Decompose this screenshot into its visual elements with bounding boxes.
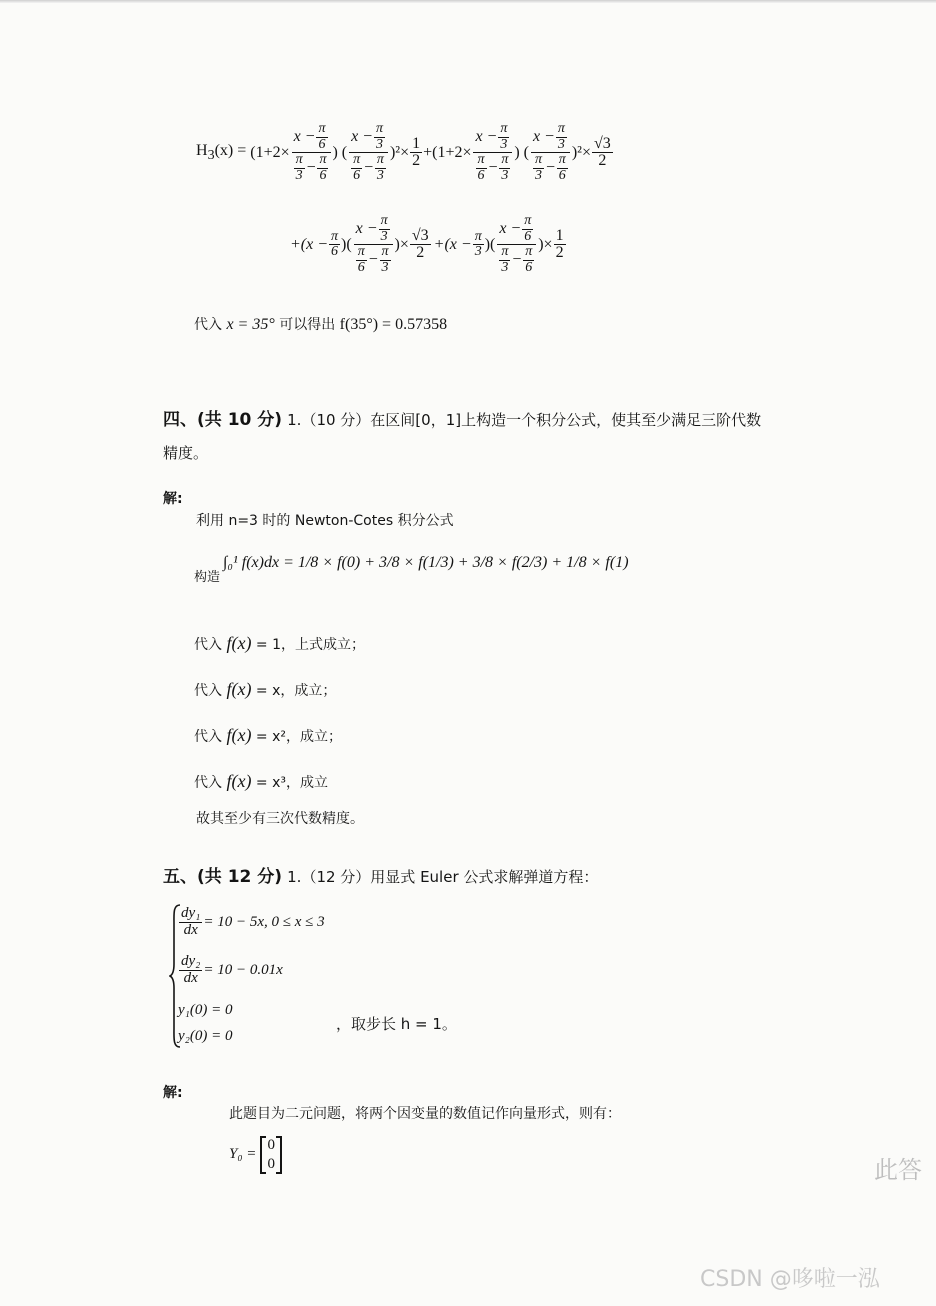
fraction: x − $\frac{\pi}{3}$ $\frac{\pi}{6}$ − $\frac{\pi}{3}$ (473, 122, 514, 184)
fraction: $\frac{\pi}{6}$ (331, 228, 339, 260)
q5-equation-1: $\frac{\text{dy₁}}{dx}$ = 10 − 5x, 0 ≤ x ≤ 3 (181, 905, 325, 938)
substitute-result-line: 代入 x = 35° 可以得出 f(35°) = 0.57358 (194, 316, 448, 333)
q5-equation-2: $\frac{\text{dy₂}}{dx}$ = 10 − 0.01x (181, 953, 283, 986)
fraction: x − $\frac{\pi}{3}$ $\frac{\pi}{6}$ − $\frac{\pi}{3}$ (353, 214, 394, 276)
page-top-edge (0, 0, 936, 3)
q5-y0-vector: Y₀ = 0 0 (229, 1136, 282, 1174)
q4-conclusion: 故其至少有三次代数精度。 (196, 811, 364, 827)
q5-heading: 五、(共 12 分) (163, 867, 283, 887)
y0-matrix (260, 1136, 282, 1174)
q4-check-4: 代入 f(x) = x³，成立 (194, 771, 328, 791)
q5-header (163, 862, 598, 887)
fraction: x − $\frac{\pi}{6}$ $\frac{\pi}{3}$ − $\frac{\pi}{6}$ (291, 122, 332, 184)
q5-solution-label: 解: (163, 1085, 183, 1101)
q5-text: 1.（12 分）用显式 Euler 公式求解弹道方程： (287, 868, 599, 886)
fraction: $\frac{√3}{2}$ (593, 134, 611, 170)
fraction: $\frac{1}{2}$ (412, 134, 421, 170)
matrix-entry: 0 (267, 1137, 275, 1153)
q4-method: 利用 n=3 时的 Newton-Cotes 积分公式 (196, 513, 454, 529)
q4-check-2: 代入 f(x) = x，成立； (194, 679, 337, 699)
fraction: $\frac{\pi}{3}$ (474, 228, 482, 260)
q5-step-size: ，取步长 h = 1。 (336, 1015, 457, 1033)
q5-explanation: 此题目为二元问题，将两个因变量的数值记作向量形式，则有： (229, 1106, 621, 1122)
newton-cotes-formula: ∫₀¹ f(x)dx = 1/8 × f(0) + 3/8 × f(1/3) + 3/8 × f(2/3) + 1/8 × f(1) (223, 553, 629, 571)
fraction: $\frac{√3}{2}$ (411, 226, 429, 262)
q4-header (163, 405, 761, 430)
matrix-entry: 0 (267, 1155, 275, 1172)
q4-heading: 四、(共 10 分) (163, 410, 283, 430)
q4-check-1: 代入 f(x) = 1，上式成立； (194, 633, 365, 653)
q4-construct-formula: 构造 ∫₀¹ f(x)dx = 1/8 × f(0) + 3/8 × f(1/3) + 3/8 × f(2/3) + 1/8 × f(1) (194, 553, 629, 585)
hermite-line-1: $H_3(x)$ = (1+2× x − $\frac{\pi}{6}$ $\frac{\pi}{3}$ − $\frac{\pi}{6}$ ) ( x − $\frac{\pi}{3}$ $\frac{\pi}{6}$ − $\frac{\pi}{3}$ )²× $\frac{1}{2}$ +(1+2× x − $\frac{\pi}{3}$ $\frac{\pi}{6}$ − $\frac{\pi}{3}$ ) ( x − $\frac{\pi}{3}$ $\frac{\pi}{3}$ − $\frac{\pi}{6}$ )²× $\frac{√3}{2}$ (196, 121, 611, 184)
q5-initial-2: y₂(0) = 0 (178, 1028, 233, 1044)
hermite-line-2: +(x − $\frac{\pi}{6}$ )( x − $\frac{\pi}{3}$ $\frac{\pi}{6}$ − $\frac{\pi}{3}$ ) × $\frac{√3}{2}$ +(x − $\frac{\pi}{3}$ )( x − $\frac{\pi}{6}$ $\frac{\pi}{3}$ − $\frac{\pi}{6}$ ) × $\frac{1}{2}$ (290, 213, 564, 276)
q5-initial-1: y₁(0) = 0 (178, 1002, 233, 1018)
q4-check-3: 代入 f(x) = x²，成立； (194, 725, 342, 745)
q4-text-cont: 精度。 (163, 444, 209, 462)
hermite-lhs: $H_3(x)$ = (196, 141, 247, 163)
fraction: x − $\frac{\pi}{3}$ $\frac{\pi}{3}$ − $\frac{\pi}{6}$ (530, 122, 571, 184)
side-watermark: 此答 (874, 1156, 922, 1184)
q4-text: 1.（10 分）在区间[0，1]上构造一个积分公式，使其至少满足三阶代数 (287, 411, 762, 429)
fraction: x − $\frac{\pi}{3}$ $\frac{\pi}{6}$ − $\frac{\pi}{3}$ (348, 122, 389, 184)
q4-solution-label: 解: (163, 491, 183, 507)
fraction: $\frac{1}{2}$ (555, 226, 564, 262)
csdn-watermark: CSDN @哆啦一泓 (700, 1267, 880, 1292)
hermite-term1-open: (1+2× (250, 143, 290, 161)
fraction: x − $\frac{\pi}{6}$ $\frac{\pi}{3}$ − $\frac{\pi}{6}$ (496, 214, 537, 276)
